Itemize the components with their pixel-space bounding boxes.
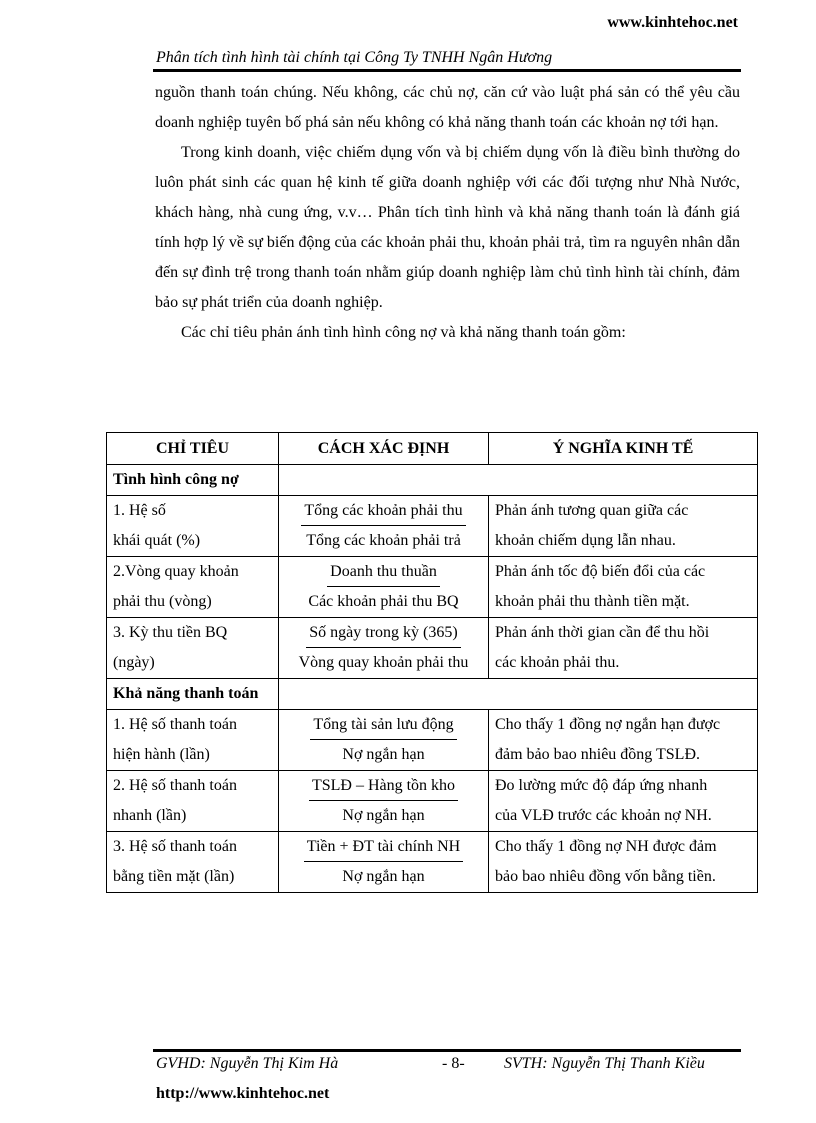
formula-denominator: Tổng các khoản phải trả	[306, 532, 461, 549]
meaning-cell: Cho thấy 1 đồng nợ ngắn hạn được đảm bảo bao nhiêu đồng TSLĐ.	[489, 710, 758, 771]
header-meaning: Ý NGHĨA KINH TẾ	[489, 433, 758, 465]
meaning-cell: Phản ánh tốc độ biến đổi của các khoản phải thu thành tiền mặt.	[489, 557, 758, 618]
page-number: - 8-	[442, 1055, 465, 1072]
formula-cell	[279, 710, 489, 771]
meaning-cell: Phản ánh tương quan giữa các khoản chiếm dụng lẫn nhau.	[489, 496, 758, 557]
paragraph-3: Các chỉ tiêu phản ánh tình hình công nợ và khả năng thanh toán gồm:	[181, 324, 626, 341]
paragraph-1: nguồn thanh toán chúng. Nếu không, các chủ nợ, căn cứ vào luật phá sản có thể yêu cầu doanh nghiệp tuyên bố phá sản nếu không có khả năng thanh toán các khoản nợ tới hạn.	[155, 84, 740, 131]
formula-denominator: Nợ ngắn hạn	[342, 868, 425, 885]
formula-denominator: Nợ ngắn hạn	[342, 807, 425, 824]
meaning-cell: Cho thấy 1 đồng nợ NH được đảm bảo bao nhiêu đồng vốn bằng tiền.	[489, 832, 758, 893]
section-empty-cell	[279, 679, 758, 710]
section-debt-label: Tình hình công nợ	[107, 465, 279, 496]
paragraph-2: Trong kinh doanh, việc chiếm dụng vốn và bị chiếm dụng vốn là điều bình thường do luôn phát sinh các quan hệ kinh tế giữa doanh nghiệp với các đối tượng như Nhà Nước, khách hàng, nhà cung ứng, v.v… Phân tích tình hình và khả năng thanh toán là đánh giá tính hợp lý về sự biến động của các khoản phải thu, khoản phải trả, tìm ra nguyên nhân dẫn đến sự đình trệ trong thanh toán nhằm giúp doanh nghiệp làm chủ tình hình tài chính, đảm bảo sự phát triển của doanh nghiệp.	[155, 144, 740, 311]
section-empty-cell	[279, 465, 758, 496]
indicator-cell: 2. Hệ số thanh toán nhanh (lần)	[107, 771, 279, 832]
formula-cell	[279, 557, 489, 618]
formula-numerator: Tiền + ĐT tài chính NH	[304, 832, 463, 862]
meaning-cell: Phản ánh thời gian cần để thu hồi các khoản phải thu.	[489, 618, 758, 679]
formula-numerator: Doanh thu thuần	[327, 557, 440, 587]
table-row	[107, 832, 758, 893]
formula-cell	[279, 496, 489, 557]
site-url-top: www.kinhtehoc.net	[607, 14, 738, 31]
section-liquidity-label: Khả năng thanh toán	[107, 679, 279, 710]
formula-cell	[279, 771, 489, 832]
body-text	[155, 78, 740, 348]
indicator-cell: 2.Vòng quay khoản phải thu (vòng)	[107, 557, 279, 618]
footer-supervisor: GVHD: Nguyễn Thị Kim Hà	[156, 1055, 339, 1072]
table-row	[107, 771, 758, 832]
site-url-bottom[interactable]: http://www.kinhtehoc.net	[156, 1085, 330, 1102]
table-row	[107, 710, 758, 771]
meaning-cell: Đo lường mức độ đáp ứng nhanh của VLĐ trước các khoản nợ NH.	[489, 771, 758, 832]
table-row	[107, 557, 758, 618]
indicator-cell: 1. Hệ số thanh toán hiện hành (lần)	[107, 710, 279, 771]
page-header-title: Phân tích tình hình tài chính tại Công Ty TNHH Ngân Hương	[156, 49, 553, 66]
formula-denominator: Nợ ngắn hạn	[342, 746, 425, 763]
footer-divider	[153, 1049, 741, 1052]
formula-numerator: Số ngày trong kỳ (365)	[306, 618, 460, 648]
formula-cell	[279, 618, 489, 679]
table-row	[107, 496, 758, 557]
header-divider	[153, 69, 741, 72]
header-indicator: CHỈ TIÊU	[107, 433, 279, 465]
indicator-cell: 3. Kỳ thu tiền BQ (ngày)	[107, 618, 279, 679]
formula-numerator: TSLĐ – Hàng tồn kho	[309, 771, 458, 801]
header-method: CÁCH XÁC ĐỊNH	[279, 433, 489, 465]
indicator-cell: 1. Hệ số khái quát (%)	[107, 496, 279, 557]
table-row	[107, 618, 758, 679]
footer-student: SVTH: Nguyễn Thị Thanh Kiều	[504, 1055, 705, 1072]
page-footer	[156, 1055, 741, 1077]
section-row	[107, 679, 758, 710]
criteria-table	[106, 432, 758, 893]
formula-cell	[279, 832, 489, 893]
table-header-row	[107, 433, 758, 465]
section-row	[107, 465, 758, 496]
formula-numerator: Tổng tài sản lưu động	[310, 710, 456, 740]
formula-denominator: Các khoản phải thu BQ	[308, 593, 459, 610]
formula-numerator: Tổng các khoản phải thu	[301, 496, 465, 526]
formula-denominator: Vòng quay khoản phải thu	[298, 654, 469, 671]
indicator-cell: 3. Hệ số thanh toán bằng tiền mặt (lần)	[107, 832, 279, 893]
